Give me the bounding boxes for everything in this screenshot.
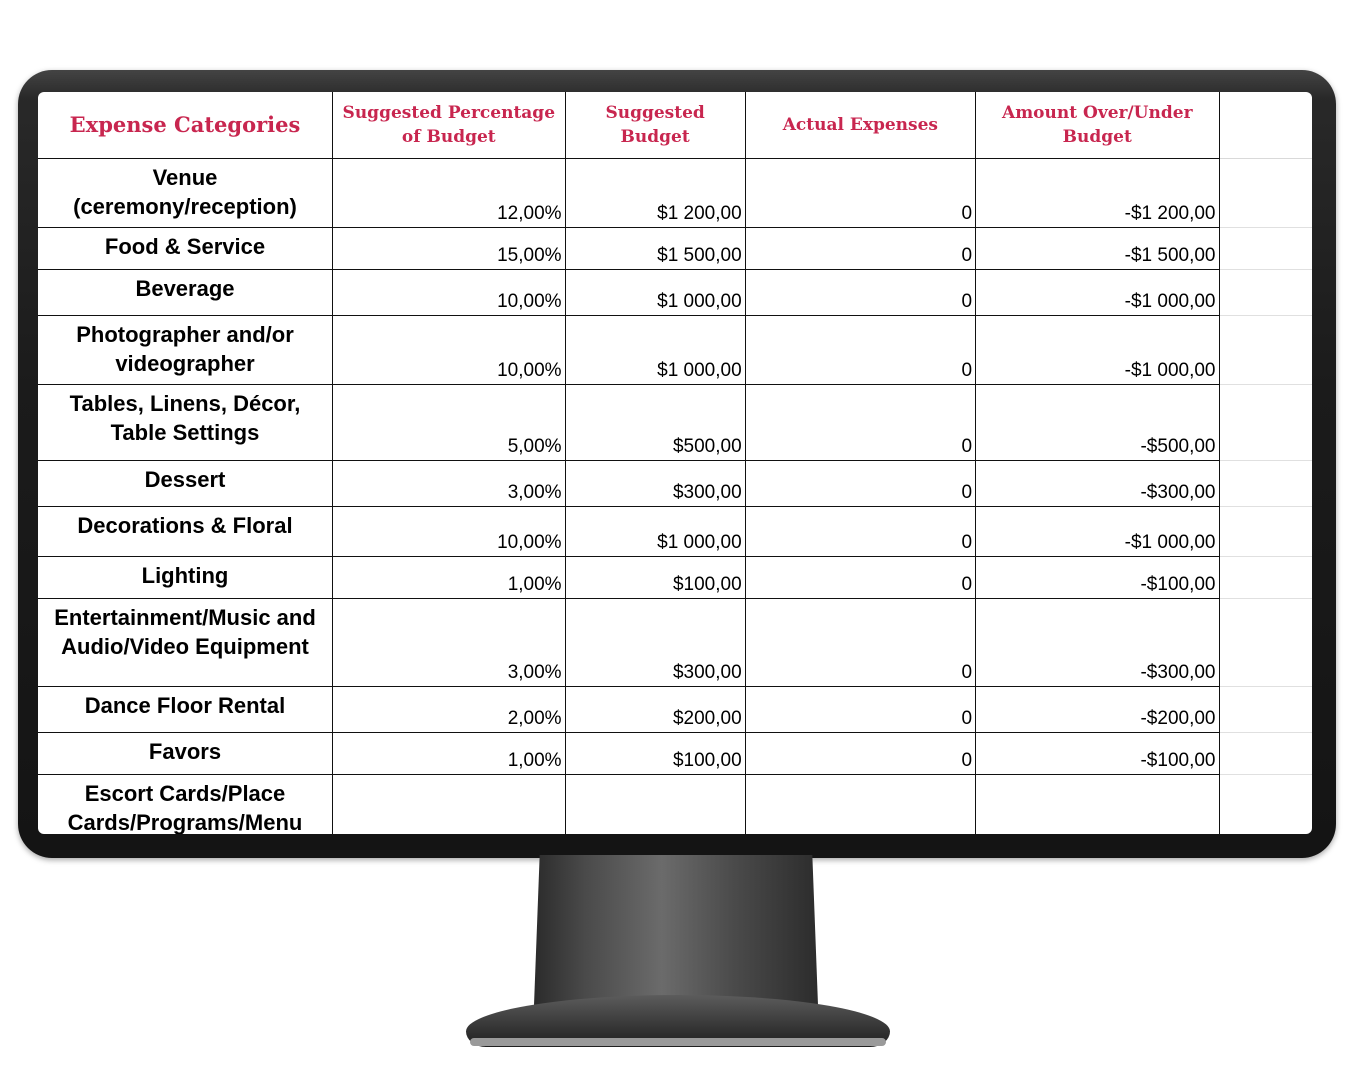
category-cell[interactable]: [38, 775, 333, 835]
over-under-cell[interactable]: -$1 200,00: [976, 159, 1219, 228]
over-under-cell[interactable]: -$100,00: [976, 733, 1219, 775]
percentage-cell[interactable]: 2,00%: [333, 687, 566, 733]
category-label: Decorations & Floral: [77, 513, 293, 538]
header-suggested-budget[interactable]: Suggested Budget: [565, 92, 745, 159]
percentage-cell[interactable]: 5,00%: [333, 385, 566, 461]
category-label: Beverage: [135, 276, 235, 301]
category-label: Tables, Linens, Décor, Table Settings: [69, 391, 301, 445]
category-cell[interactable]: [38, 228, 333, 270]
actual-cell[interactable]: 0: [745, 385, 975, 461]
table-row: [38, 687, 1312, 733]
empty-cell[interactable]: [1219, 507, 1312, 557]
actual-cell[interactable]: 0: [745, 228, 975, 270]
table-row: [38, 228, 1312, 270]
empty-cell[interactable]: [1219, 316, 1312, 385]
category-cell[interactable]: [38, 507, 333, 557]
category-label: Photographer and/or videographer: [76, 322, 294, 376]
percentage-cell[interactable]: [333, 775, 566, 835]
actual-cell[interactable]: 0: [745, 461, 975, 507]
actual-cell[interactable]: [745, 775, 975, 835]
over-under-cell[interactable]: [976, 775, 1219, 835]
budget-cell[interactable]: $300,00: [565, 461, 745, 507]
header-empty-cell[interactable]: [1219, 92, 1312, 159]
category-label: Lighting: [141, 563, 229, 588]
table-row: [38, 461, 1312, 507]
actual-cell[interactable]: 0: [745, 159, 975, 228]
actual-cell[interactable]: 0: [745, 557, 975, 599]
percentage-cell[interactable]: 15,00%: [333, 228, 566, 270]
header-suggested-percentage[interactable]: Suggested Percentage of Budget: [333, 92, 566, 159]
category-label: Escort Cards/Place Cards/Programs/Menu: [67, 781, 303, 834]
category-label: Dance Floor Rental: [84, 693, 286, 718]
percentage-cell[interactable]: 3,00%: [333, 461, 566, 507]
empty-cell[interactable]: [1219, 599, 1312, 687]
percentage-cell[interactable]: 1,00%: [333, 733, 566, 775]
header-expense-categories[interactable]: Expense Categories: [38, 92, 333, 159]
category-cell[interactable]: [38, 733, 333, 775]
table-row: [38, 385, 1312, 461]
over-under-cell[interactable]: -$200,00: [976, 687, 1219, 733]
budget-cell[interactable]: $1 000,00: [565, 270, 745, 316]
empty-cell[interactable]: [1219, 270, 1312, 316]
percentage-cell[interactable]: 10,00%: [333, 507, 566, 557]
header-amount-over-under[interactable]: Amount Over/Under Budget: [976, 92, 1219, 159]
empty-cell[interactable]: [1219, 159, 1312, 228]
table-row: [38, 270, 1312, 316]
actual-cell[interactable]: 0: [745, 270, 975, 316]
category-label: Dessert: [144, 467, 226, 492]
table-row: [38, 599, 1312, 687]
budget-cell[interactable]: $1 000,00: [565, 507, 745, 557]
category-cell[interactable]: [38, 687, 333, 733]
table-row: [38, 775, 1312, 835]
table-row: [38, 159, 1312, 228]
over-under-cell[interactable]: -$100,00: [976, 557, 1219, 599]
budget-cell[interactable]: $300,00: [565, 599, 745, 687]
header-actual-expenses[interactable]: Actual Expenses: [745, 92, 975, 159]
over-under-cell[interactable]: -$300,00: [976, 461, 1219, 507]
category-label: Favors: [148, 739, 222, 764]
category-label: Food & Service: [104, 234, 266, 259]
budget-cell[interactable]: $200,00: [565, 687, 745, 733]
table-row: [38, 507, 1312, 557]
over-under-cell[interactable]: -$1 000,00: [976, 316, 1219, 385]
budget-cell[interactable]: $1 200,00: [565, 159, 745, 228]
header-row: [38, 92, 1312, 159]
category-cell[interactable]: [38, 461, 333, 507]
table-row: [38, 316, 1312, 385]
budget-cell[interactable]: $100,00: [565, 557, 745, 599]
category-cell[interactable]: [38, 557, 333, 599]
category-cell[interactable]: [38, 385, 333, 461]
category-cell[interactable]: [38, 599, 333, 687]
over-under-cell[interactable]: -$300,00: [976, 599, 1219, 687]
category-label: Venue (ceremony/reception): [73, 165, 297, 219]
percentage-cell[interactable]: 10,00%: [333, 270, 566, 316]
budget-spreadsheet: [38, 92, 1312, 834]
actual-cell[interactable]: 0: [745, 687, 975, 733]
empty-cell[interactable]: [1219, 733, 1312, 775]
actual-cell[interactable]: 0: [745, 316, 975, 385]
category-cell[interactable]: [38, 159, 333, 228]
table-row: [38, 557, 1312, 599]
budget-cell[interactable]: $1 500,00: [565, 228, 745, 270]
monitor-stand-neck: [534, 855, 818, 1005]
empty-cell[interactable]: [1219, 687, 1312, 733]
budget-cell[interactable]: $1 000,00: [565, 316, 745, 385]
empty-cell[interactable]: [1219, 228, 1312, 270]
empty-cell[interactable]: [1219, 557, 1312, 599]
actual-cell[interactable]: 0: [745, 733, 975, 775]
category-label: Entertainment/Music and Audio/Video Equipment: [54, 605, 316, 659]
monitor-screen: [38, 92, 1312, 834]
monitor-stand-base-edge: [470, 1038, 886, 1046]
actual-cell[interactable]: 0: [745, 507, 975, 557]
over-under-cell[interactable]: -$1 500,00: [976, 228, 1219, 270]
empty-cell[interactable]: [1219, 461, 1312, 507]
actual-cell[interactable]: 0: [745, 599, 975, 687]
over-under-cell[interactable]: -$1 000,00: [976, 507, 1219, 557]
budget-cell[interactable]: [565, 775, 745, 835]
category-cell[interactable]: [38, 316, 333, 385]
empty-cell[interactable]: [1219, 385, 1312, 461]
percentage-cell[interactable]: 3,00%: [333, 599, 566, 687]
over-under-cell[interactable]: -$1 000,00: [976, 270, 1219, 316]
table-row: [38, 733, 1312, 775]
budget-cell[interactable]: $100,00: [565, 733, 745, 775]
budget-cell[interactable]: $500,00: [565, 385, 745, 461]
percentage-cell[interactable]: 10,00%: [333, 316, 566, 385]
over-under-cell[interactable]: -$500,00: [976, 385, 1219, 461]
category-cell[interactable]: [38, 270, 333, 316]
percentage-cell[interactable]: 12,00%: [333, 159, 566, 228]
empty-cell[interactable]: [1219, 775, 1312, 835]
percentage-cell[interactable]: 1,00%: [333, 557, 566, 599]
